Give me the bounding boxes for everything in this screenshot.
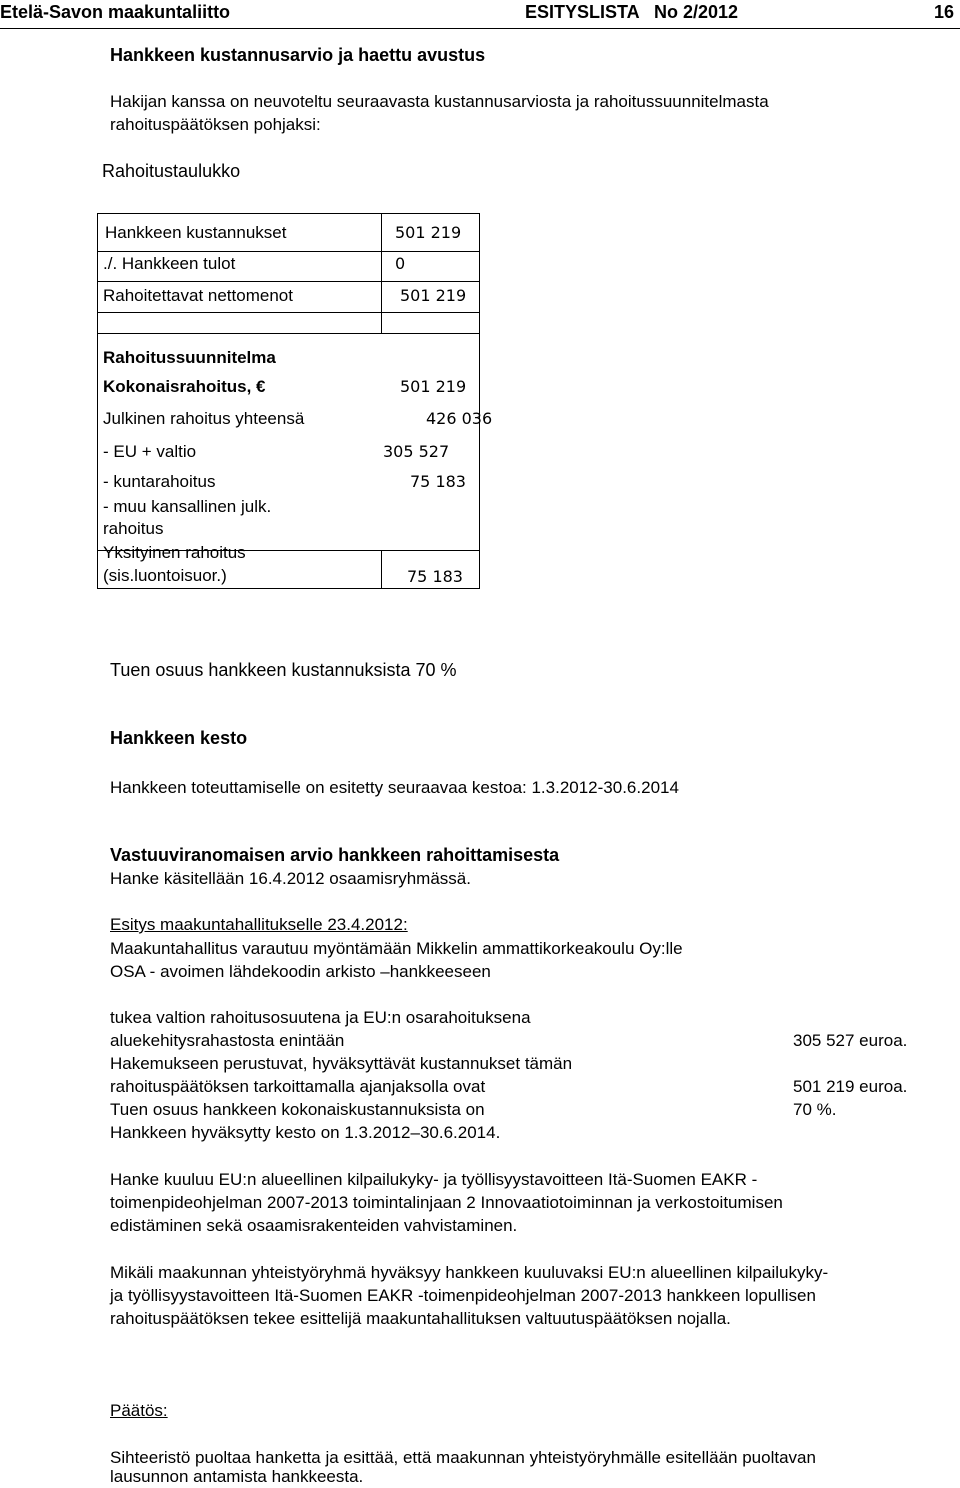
program-paragraph-line: toimenpideohjelman 2007-2013 toimintalinjaan 2 Innovaatiotoiminnan ja verkostoitumisen: [110, 1193, 783, 1212]
intro-line-2: rahoituspäätöksen pohjaksi:: [110, 115, 321, 134]
table-row-label: Rahoitettavat nettomenot: [103, 286, 293, 305]
table-title: Rahoitustaulukko: [102, 161, 241, 181]
program-paragraph-line: Hanke kuuluu EU:n alueellinen kilpailukyky- ja työllisyystavoitteen Itä-Suomen EAKR -: [110, 1170, 758, 1189]
decision-basis-line: rahoituspäätöksen tekee esittelijä maakuntahallituksen valtuutuspäätöksen nojalla.: [110, 1309, 731, 1328]
proposal-title: Esitys maakuntahallitukselle 23.4.2012:: [110, 915, 408, 934]
proposal-line: tukea valtion rahoitusosuutena ja EU:n osarahoituksena: [110, 1008, 531, 1027]
plan-row-label: Yksityinen rahoitus: [103, 543, 246, 562]
proposal-line: rahoituspäätöksen tarkoittamalla ajanjaksolla ovat: [110, 1077, 486, 1096]
assessment-text: Hanke käsitellään 16.4.2012 osaamisryhmässä.: [110, 869, 471, 888]
section-title-kustannusarvio: Hankkeen kustannusarvio ja haettu avustus: [110, 45, 486, 65]
header-org: Etelä-Savon maakuntaliitto: [0, 2, 231, 22]
intro-line-1: Hakijan kanssa on neuvoteltu seuraavasta kustannusarviosta ja rahoitussuunnitelmasta: [110, 92, 769, 111]
header-doc: ESITYSLISTA No 2/2012: [525, 2, 739, 22]
decision-basis-line: Mikäli maakunnan yhteistyöryhmä hyväksyy hankkeen kuuluvaksi EU:n alueellinen kilpailukyky-: [110, 1263, 829, 1282]
funding-table: [97, 213, 493, 589]
plan-row-label: - kuntarahoitus: [103, 472, 216, 491]
proposal-line: aluekehitysrahastosta enintään: [110, 1031, 345, 1050]
plan-row-label: rahoitus: [103, 519, 164, 538]
plan-row-value: 426 036: [426, 409, 493, 428]
table-row-value: 501 219: [400, 286, 467, 305]
plan-row-value: 501 219: [400, 377, 467, 396]
plan-row-value: 305 527: [383, 442, 450, 461]
decision-title: Päätös:: [110, 1401, 168, 1420]
decision-line: lausunnon antamista hankkeesta.: [110, 1467, 364, 1486]
program-paragraph-line: edistäminen sekä osaamisrakenteiden vahvistaminen.: [110, 1216, 518, 1235]
decision-basis-line: ja työllisyystavoitteen Itä-Suomen EAKR -toimenpideohjelman 2007-2013 hankkeen lopullisen: [110, 1286, 816, 1305]
proposal-line: Tuen osuus hankkeen kokonaiskustannuksista on: [110, 1100, 485, 1119]
plan-row-label: (sis.luontoisuor.): [103, 566, 227, 585]
plan-row-label: - muu kansallinen julk.: [103, 497, 272, 516]
header-page-number: 16: [934, 2, 955, 22]
table-row-divider: [97, 312, 480, 313]
table-row-divider: [97, 251, 480, 252]
proposal-amount: 70 %.: [793, 1100, 837, 1119]
proposal-line: Maakuntahallitus varautuu myöntämään Mikkelin ammattikorkeakoulu Oy:lle: [110, 939, 683, 958]
table-row-value: 501 219: [395, 223, 462, 242]
plan-row-label: Julkinen rahoitus yhteensä: [103, 409, 305, 428]
table-column-divider: [381, 213, 382, 334]
table-row-value: 0: [395, 254, 406, 273]
table-row-divider: [97, 333, 480, 334]
plan-row-value: 75 183: [410, 472, 466, 491]
assessment-title: Vastuuviranomaisen arvio hankkeen rahoittamisesta: [110, 845, 560, 865]
plan-title: Rahoitussuunnitelma: [103, 348, 276, 367]
proposal-line: OSA - avoimen lähdekoodin arkisto –hankkeeseen: [110, 962, 491, 981]
proposal-amount: 305 527 euroa.: [793, 1031, 908, 1050]
table-row-label: ./. Hankkeen tulot: [103, 254, 236, 273]
table-row-divider: [97, 281, 480, 282]
plan-row-label: Kokonaisrahoitus, €: [103, 377, 266, 396]
table-row-label: Hankkeen kustannukset: [105, 223, 287, 242]
duration-text: Hankkeen toteuttamiselle on esitetty seuraavaa kestoa: 1.3.2012-30.6.2014: [110, 778, 679, 797]
proposal-amount: 501 219 euroa.: [793, 1077, 908, 1096]
decision-line: Sihteeristö puoltaa hanketta ja esittää, että maakunnan yhteistyöryhmälle esitellään puoltavan: [110, 1448, 816, 1467]
proposal-line: Hakemukseen perustuvat, hyväksyttävät kustannukset tämän: [110, 1054, 573, 1073]
table-column-divider-bottom: [381, 550, 382, 588]
duration-title: Hankkeen kesto: [110, 728, 248, 748]
plan-row-label: - EU + valtio: [103, 442, 197, 461]
header-rule: [0, 28, 960, 29]
plan-row-value: 75 183: [407, 567, 463, 586]
support-share-text: Tuen osuus hankkeen kustannuksista 70 %: [110, 660, 457, 680]
proposal-line: Hankkeen hyväksytty kesto on 1.3.2012–30.6.2014.: [110, 1123, 501, 1142]
